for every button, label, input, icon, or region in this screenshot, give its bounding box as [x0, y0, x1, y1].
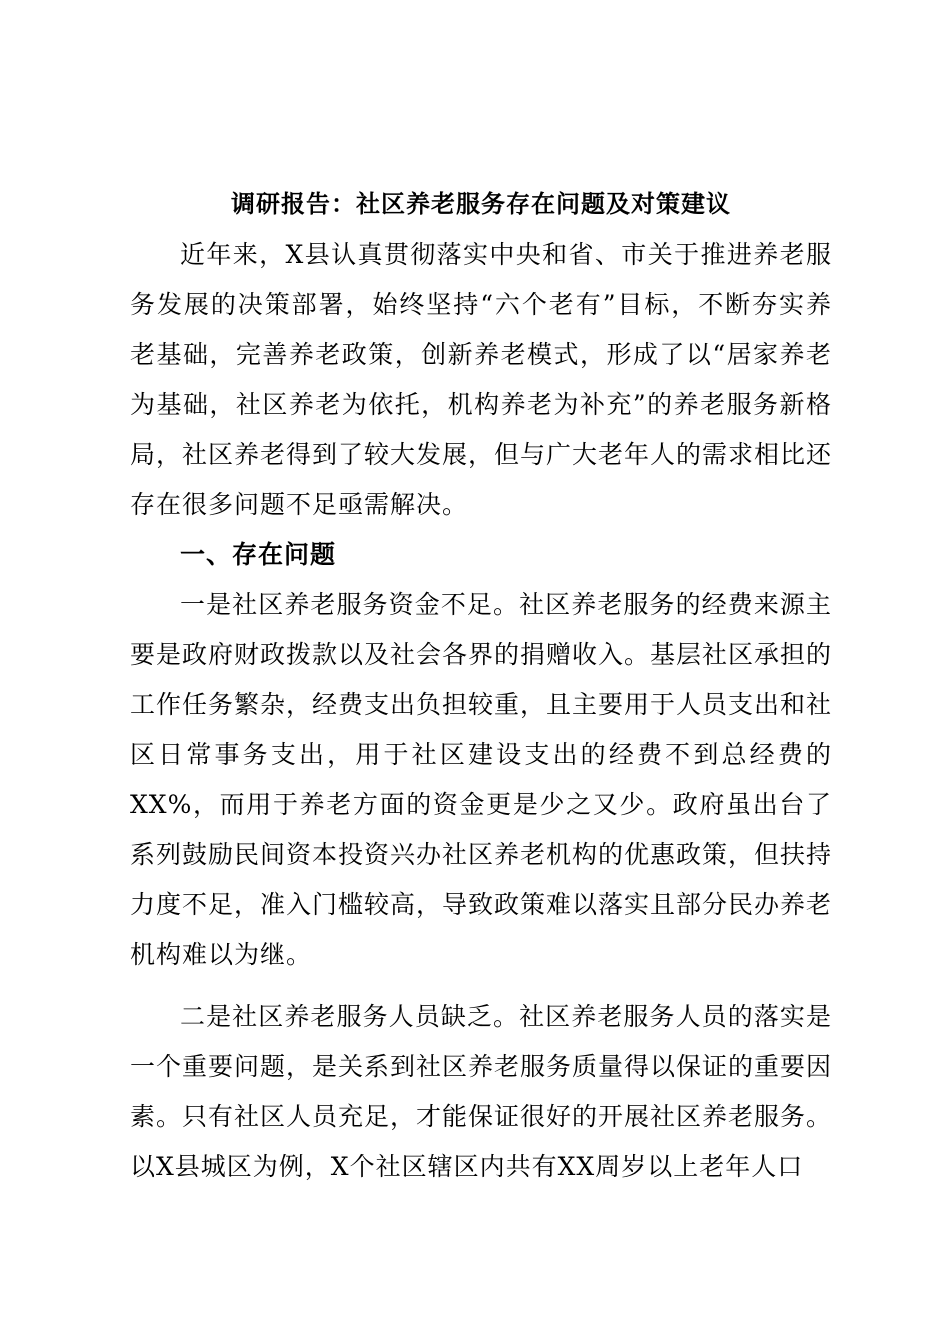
intro-paragraph: 近年来，X县认真贯彻落实中央和省、市关于推进养老服务发展的决策部署，始终坚持“六个老有”目标，不断夯实养老基础，完善养老政策，创新养老模式，形成了以“居家养老为基础，社区养老为依托，机构养老为补充”的养老服务新格局，社区养老得到了较大发展，但与广大老年人的需求相比还存在很多问题不足亟需解决。	[130, 240, 833, 519]
document-body	[130, 178, 832, 1192]
problem-paragraph-funding: 一是社区养老服务资金不足。社区养老服务的经费来源主要是政府财政拨款以及社会各界的捐赠收入。基层社区承担的工作任务繁杂，经费支出负担较重，且主要用于人员支出和社区日常事务支出，用于社区建设支出的经费不到总经费的XX%，而用于养老方面的资金更是少之又少。政府虽出台了系列鼓励民间资本投资兴办社区养老机构的优惠政策，但扶持力度不足，准入门槛较高，导致政策难以落实且部分民办养老机构难以为继。	[130, 590, 833, 969]
section-heading-problems: 一、存在问题	[180, 540, 337, 569]
document-title: 调研报告：社区养老服务存在问题及对策建议	[231, 189, 731, 218]
problem-paragraph-staffing: 二是社区养老服务人员缺乏。社区养老服务人员的落实是一个重要问题，是关系到社区养老服务质量得以保证的重要因素。只有社区人员充足，才能保证很好的开展社区养老服务。以X县城区为例，X个社区辖区内共有XX周岁以上老年人口	[130, 1002, 833, 1181]
